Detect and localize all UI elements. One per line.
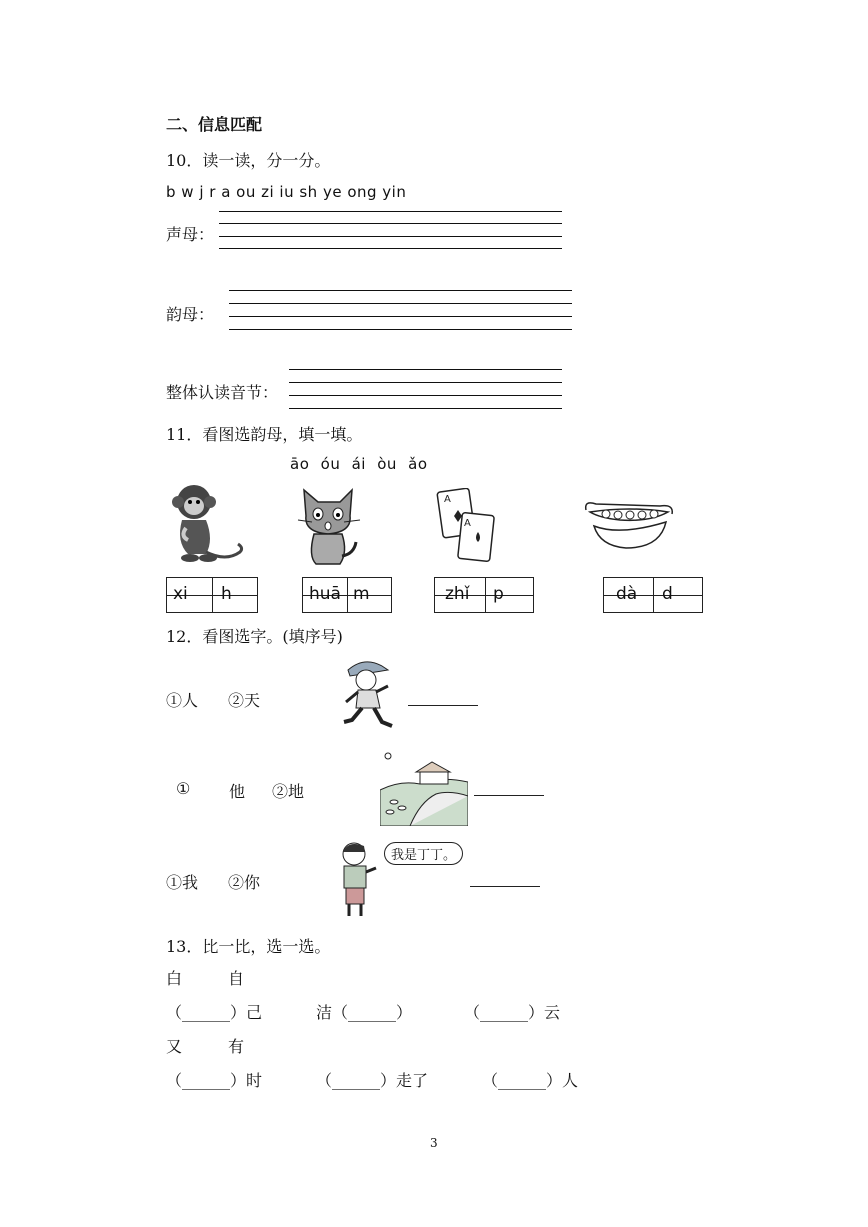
pinyin-box-cat[interactable]	[302, 577, 392, 613]
q13-pair1-b: 自	[228, 969, 245, 988]
running-boy-icon	[338, 656, 400, 734]
q12-row1-opt2: ②天	[228, 691, 261, 710]
q11-options: āo óu ái òu ǎo	[290, 455, 428, 473]
q13-row1-item2[interactable]: 洁（______）	[316, 1003, 413, 1022]
q13-row2-item1[interactable]: （______）时	[166, 1071, 263, 1090]
pinyin-right: h	[221, 584, 232, 604]
page-number: 3	[430, 1136, 438, 1150]
pinyin-box-peapod[interactable]	[603, 577, 703, 613]
pinyin-left: zhǐ	[445, 584, 470, 604]
pinyin-box-monkey[interactable]	[166, 577, 258, 613]
playing-cards-icon	[436, 488, 500, 564]
q13-pair2-b: 有	[228, 1037, 245, 1056]
pinyin-right: p	[493, 584, 504, 604]
q13-title: 13．比一比，选一选。	[166, 937, 331, 956]
q12-row2-mid: 他	[229, 782, 246, 801]
q13-row1-item3[interactable]: （______）云	[464, 1003, 561, 1022]
pinyin-left: xi	[173, 584, 188, 604]
shengmu-label: 声母：	[166, 225, 215, 244]
pinyin-left: huā	[309, 584, 341, 604]
q12-title: 12．看图选字。(填序号)	[166, 627, 343, 646]
q12-row3-opt1: ①我	[166, 873, 199, 892]
zhengti-label: 整体认读音节：	[166, 383, 279, 402]
q12-row1-blank[interactable]	[408, 705, 478, 706]
q12-row3-opt2: ②你	[228, 873, 261, 892]
boy-speaking-icon	[334, 838, 378, 920]
q12-row2-blank[interactable]	[474, 795, 544, 796]
section-title: 二、信息匹配	[166, 115, 263, 134]
q13-pair1-a: 白	[166, 969, 183, 988]
landscape-icon	[380, 750, 468, 826]
q12-row2-opt1: ①	[176, 779, 191, 798]
svg-text:A: A	[464, 518, 471, 529]
peapod-icon	[580, 496, 676, 556]
pinyin-right: m	[353, 584, 370, 604]
q11-title: 11．看图选韵母，填一填。	[166, 425, 363, 444]
q13-row2-item2[interactable]: （______）走了	[316, 1071, 429, 1090]
q13-row1-item1[interactable]: （______）己	[166, 1003, 263, 1022]
pinyin-right: d	[662, 584, 673, 604]
q13-row2-item3[interactable]: （______）人	[482, 1071, 579, 1090]
q12-row2-opt2: ②地	[272, 782, 305, 801]
svg-text:A: A	[444, 494, 451, 505]
q10-title: 10．读一读，分一分。	[166, 151, 331, 170]
monkey-icon	[166, 482, 248, 568]
pinyin-left: dà	[616, 584, 638, 604]
q13-pair2-a: 又	[166, 1037, 183, 1056]
pinyin-box-cards[interactable]	[434, 577, 534, 613]
q12-row1-opt1: ①人	[166, 691, 199, 710]
q10-letters: b w j r a ou zi iu sh ye ong yin	[166, 183, 407, 201]
q12-row3-blank[interactable]	[470, 886, 540, 887]
speech-bubble: 我是丁丁。	[384, 842, 463, 865]
cat-icon	[296, 486, 362, 568]
yunmu-label: 韵母：	[166, 305, 215, 324]
